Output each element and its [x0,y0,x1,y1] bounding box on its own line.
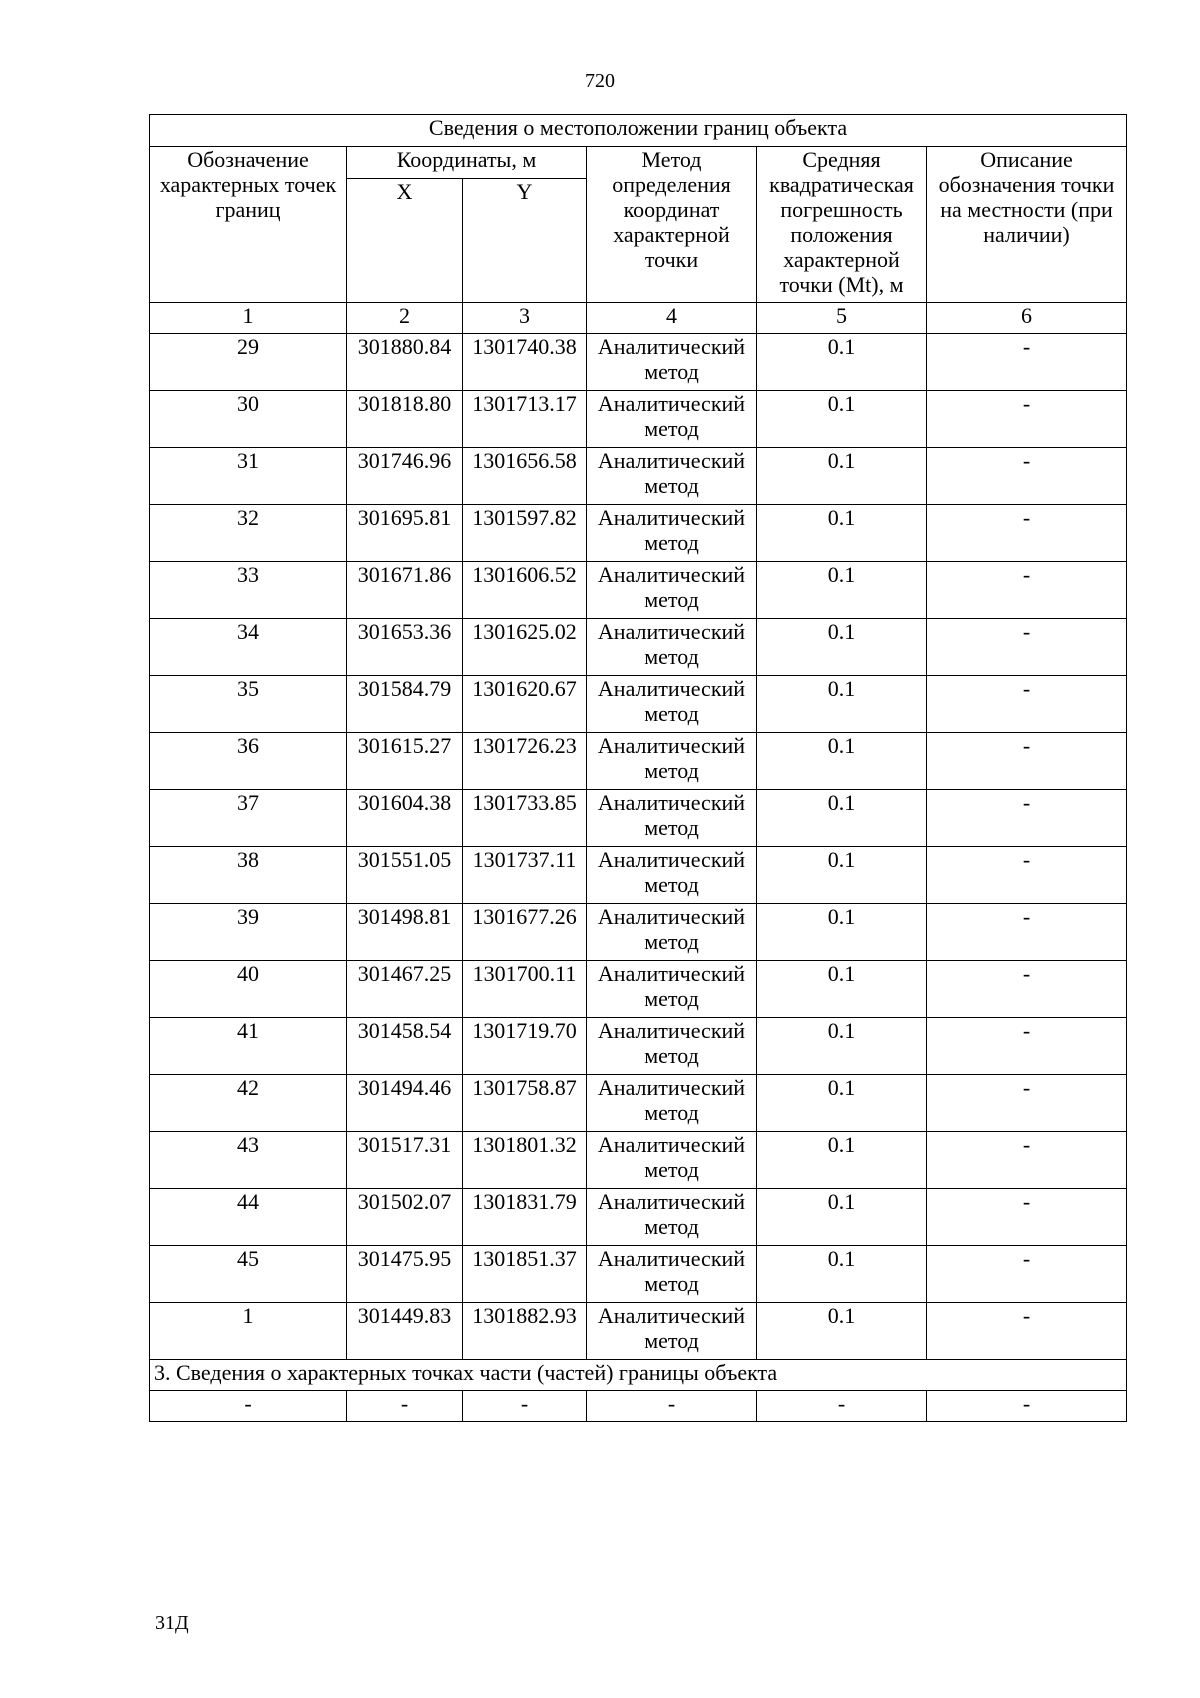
column-number: 4 [587,303,757,334]
cell-x: 301604.38 [347,790,463,847]
cell-description: - [927,1132,1127,1189]
cell-point: 30 [150,391,347,448]
cell-method: Аналитический метод [587,562,757,619]
cell-method: Аналитический метод [587,1303,757,1360]
cell-y: 1301758.87 [463,1075,587,1132]
footer-code: 31Д [155,1612,189,1634]
cell-description: - [927,1246,1127,1303]
cell-point: 34 [150,619,347,676]
table-title: Сведения о местоположении границ объекта [150,115,1127,147]
table-row [150,1075,1127,1132]
table-row [150,391,1127,448]
cell-method: Аналитический метод [587,448,757,505]
cell-y: 1301882.93 [463,1303,587,1360]
cell-description: - [927,847,1127,904]
cell-method: Аналитический метод [587,961,757,1018]
cell-method: Аналитический метод [587,1246,757,1303]
cell-error: 0.1 [757,448,927,505]
cell-point: 1 [150,1303,347,1360]
cell-description: - [927,676,1127,733]
cell-error: 0.1 [757,733,927,790]
cell-description: - [927,391,1127,448]
cell-point: 41 [150,1018,347,1075]
empty-cell: - [150,1391,347,1422]
page-number: 720 [585,70,615,92]
cell-y: 1301719.70 [463,1018,587,1075]
empty-cell: - [927,1391,1127,1422]
cell-x: 301467.25 [347,961,463,1018]
header-x: X [347,179,463,303]
cell-x: 301475.95 [347,1246,463,1303]
header-point: Обозначение характерных точек границ [150,147,347,303]
cell-x: 301695.81 [347,505,463,562]
cell-point: 33 [150,562,347,619]
cell-description: - [927,733,1127,790]
cell-point: 45 [150,1246,347,1303]
cell-x: 301551.05 [347,847,463,904]
cell-x: 301517.31 [347,1132,463,1189]
cell-y: 1301620.67 [463,676,587,733]
cell-point: 37 [150,790,347,847]
cell-description: - [927,448,1127,505]
cell-x: 301746.96 [347,448,463,505]
table-row [150,1132,1127,1189]
cell-y: 1301733.85 [463,790,587,847]
cell-error: 0.1 [757,562,927,619]
cell-description: - [927,961,1127,1018]
cell-error: 0.1 [757,904,927,961]
cell-error: 0.1 [757,961,927,1018]
cell-method: Аналитический метод [587,334,757,391]
cell-y: 1301740.38 [463,334,587,391]
header-coordinates: Координаты, м [347,147,587,179]
cell-description: - [927,619,1127,676]
table-row [150,448,1127,505]
cell-error: 0.1 [757,676,927,733]
cell-point: 42 [150,1075,347,1132]
cell-method: Аналитический метод [587,391,757,448]
column-number: 5 [757,303,927,334]
cell-point: 35 [150,676,347,733]
table-row [150,733,1127,790]
cell-error: 0.1 [757,790,927,847]
table-row [150,1189,1127,1246]
cell-y: 1301831.79 [463,1189,587,1246]
cell-x: 301458.54 [347,1018,463,1075]
section3-row [150,1360,1127,1391]
cell-point: 31 [150,448,347,505]
cell-x: 301818.80 [347,391,463,448]
section3-title: 3. Сведения о характерных точках части (частей) границы объекта [150,1360,1127,1391]
cell-x: 301653.36 [347,619,463,676]
empty-cell: - [347,1391,463,1422]
cell-description: - [927,1303,1127,1360]
cell-description: - [927,505,1127,562]
cell-error: 0.1 [757,1189,927,1246]
cell-description: - [927,790,1127,847]
cell-y: 1301801.32 [463,1132,587,1189]
cell-y: 1301606.52 [463,562,587,619]
cell-error: 0.1 [757,847,927,904]
cell-error: 0.1 [757,1303,927,1360]
cell-x: 301449.83 [347,1303,463,1360]
cell-x: 301880.84 [347,334,463,391]
cell-y: 1301713.17 [463,391,587,448]
cell-y: 1301851.37 [463,1246,587,1303]
cell-description: - [927,334,1127,391]
cell-method: Аналитический метод [587,847,757,904]
cell-point: 38 [150,847,347,904]
cell-x: 301494.46 [347,1075,463,1132]
table-row [150,904,1127,961]
cell-error: 0.1 [757,391,927,448]
table-row [150,1018,1127,1075]
column-number: 2 [347,303,463,334]
cell-point: 44 [150,1189,347,1246]
cell-description: - [927,1189,1127,1246]
column-number: 3 [463,303,587,334]
cell-y: 1301625.02 [463,619,587,676]
table-row [150,619,1127,676]
cell-point: 32 [150,505,347,562]
table-row [150,334,1127,391]
cell-method: Аналитический метод [587,619,757,676]
cell-error: 0.1 [757,334,927,391]
table-row [150,676,1127,733]
cell-y: 1301726.23 [463,733,587,790]
cell-x: 301671.86 [347,562,463,619]
cell-description: - [927,1018,1127,1075]
cell-method: Аналитический метод [587,1189,757,1246]
empty-cell: - [757,1391,927,1422]
table-row [150,847,1127,904]
table-row [150,790,1127,847]
header-description: Описание обозначения точки на местности (при наличии) [927,147,1127,303]
column-number: 6 [927,303,1127,334]
cell-y: 1301597.82 [463,505,587,562]
cell-description: - [927,562,1127,619]
cell-x: 301498.81 [347,904,463,961]
column-numbers-row [150,303,1127,334]
empty-cell: - [587,1391,757,1422]
table-row [150,505,1127,562]
table-row [150,961,1127,1018]
cell-error: 0.1 [757,1246,927,1303]
cell-error: 0.1 [757,505,927,562]
cell-method: Аналитический метод [587,1075,757,1132]
empty-cell: - [463,1391,587,1422]
cell-error: 0.1 [757,619,927,676]
cell-x: 301502.07 [347,1189,463,1246]
cell-point: 36 [150,733,347,790]
cell-x: 301615.27 [347,733,463,790]
cell-method: Аналитический метод [587,1018,757,1075]
cell-method: Аналитический метод [587,505,757,562]
column-number: 1 [150,303,347,334]
cell-error: 0.1 [757,1018,927,1075]
cell-error: 0.1 [757,1075,927,1132]
header-y: Y [463,179,587,303]
cell-error: 0.1 [757,1132,927,1189]
cell-y: 1301677.26 [463,904,587,961]
cell-method: Аналитический метод [587,676,757,733]
cell-description: - [927,1075,1127,1132]
section3-empty-row [150,1391,1127,1422]
header-method: Метод определения координат характерной точки [587,147,757,303]
cell-method: Аналитический метод [587,790,757,847]
cell-method: Аналитический метод [587,733,757,790]
boundary-coordinates-table [149,114,1127,1422]
cell-point: 29 [150,334,347,391]
table-row [150,1303,1127,1360]
cell-point: 39 [150,904,347,961]
cell-y: 1301737.11 [463,847,587,904]
cell-y: 1301700.11 [463,961,587,1018]
table-title-row [150,115,1127,147]
cell-method: Аналитический метод [587,904,757,961]
header-error: Средняя квадратическая погрешность положения характерной точки (Mt), м [757,147,927,303]
cell-method: Аналитический метод [587,1132,757,1189]
table-row [150,1246,1127,1303]
cell-point: 40 [150,961,347,1018]
cell-y: 1301656.58 [463,448,587,505]
header-row-top [150,147,1127,179]
cell-x: 301584.79 [347,676,463,733]
table-row [150,562,1127,619]
cell-point: 43 [150,1132,347,1189]
cell-description: - [927,904,1127,961]
